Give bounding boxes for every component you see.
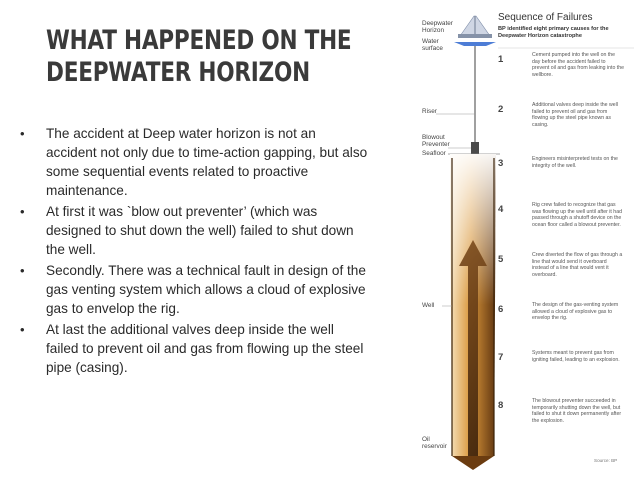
bullet-item bbox=[18, 124, 368, 200]
bullet-item bbox=[18, 320, 368, 377]
bullet-text: At last the additional valves deep inside the well failed to prevent oil and gas from flowing up the steel pipe (casing). bbox=[46, 322, 364, 375]
sequence-subheading: BP identified eight primary causes for the Deepwater Horizon catastrophe bbox=[498, 26, 609, 39]
slide-title-line-1: WHAT HAPPENED ON THE bbox=[46, 25, 352, 56]
step-text: Cement pumped into the well on the day before the accident failed to prevent oil and gas from leaking into the wellbore. bbox=[532, 52, 624, 78]
step-number: 3 bbox=[498, 158, 504, 169]
blowout-preventer-icon bbox=[471, 142, 479, 154]
step-number: 4 bbox=[498, 204, 504, 215]
bullet-dot: • bbox=[20, 263, 25, 278]
bullet-list bbox=[18, 124, 368, 379]
label-seafloor: Seafloor bbox=[422, 150, 446, 157]
step-number: 6 bbox=[498, 304, 504, 315]
bullet-dot: • bbox=[20, 204, 25, 219]
source-note: Source: BP bbox=[594, 458, 618, 463]
label-oil-reservoir: Oil reservoir bbox=[422, 436, 447, 451]
bullet-text: Secondly. There was a technical fault in design of the gas venting system which allows a cloud of explosive gas to envelop the rig. bbox=[46, 263, 366, 316]
sequence-heading: Sequence of Failures bbox=[498, 12, 593, 23]
step-number: 5 bbox=[498, 254, 504, 265]
bullet-dot: • bbox=[20, 126, 25, 141]
step-text: Engineers misinterpreted tests on the integrity of the well. bbox=[532, 156, 618, 169]
label-water-surface: Water surface bbox=[422, 38, 443, 53]
rig-icon bbox=[454, 16, 496, 46]
label-rig: Deepwater Horizon bbox=[422, 20, 453, 35]
step-number: 7 bbox=[498, 352, 504, 363]
step-text: Systems meant to prevent gas from igniting failed, leading to an explosion. bbox=[532, 350, 620, 363]
label-riser: Riser bbox=[422, 108, 437, 115]
deepwater-infographic bbox=[416, 8, 638, 470]
label-well: Well bbox=[422, 302, 435, 309]
step-number: 2 bbox=[498, 104, 504, 115]
step-number: 1 bbox=[498, 54, 504, 65]
step-text: The design of the gas-venting system allowed a cloud of explosive gas to envelop the rig. bbox=[532, 302, 619, 321]
bullet-dot: • bbox=[20, 322, 25, 337]
step-number: 8 bbox=[498, 400, 504, 411]
step-text: Rig crew failed to recognize that gas was flowing up the well until after it had passed through a shutoff device on the ocean floor called a blowout preventer. bbox=[532, 202, 622, 228]
step-text: Crew diverted the flow of gas through a line that would send it overboard instead of a line that would vent it overboard. bbox=[532, 252, 623, 278]
step-text: The blowout preventer succeeded in temporarily shutting down the well, but failed to shut it down permanently after the explosion. bbox=[532, 398, 622, 424]
step-text: Additional valves deep inside the well failed to prevent oil and gas from flowing up the steel pipe known as casing. bbox=[532, 102, 618, 128]
bullet-item bbox=[18, 202, 368, 259]
bullet-item bbox=[18, 261, 368, 318]
bullet-text: The accident at Deep water horizon is not an accident not only due to time-action gapping, but also some sequential events related to proactive maintenance. bbox=[46, 126, 368, 198]
slide-title-line-2: DEEPWATER HORIZON bbox=[46, 57, 310, 88]
bullet-text: At first it was `blow out preventer’ (which was designed to shut down the well) failed to shut down the well. bbox=[46, 204, 354, 257]
label-blowout-preventer: Blowout Preventer bbox=[422, 134, 450, 149]
